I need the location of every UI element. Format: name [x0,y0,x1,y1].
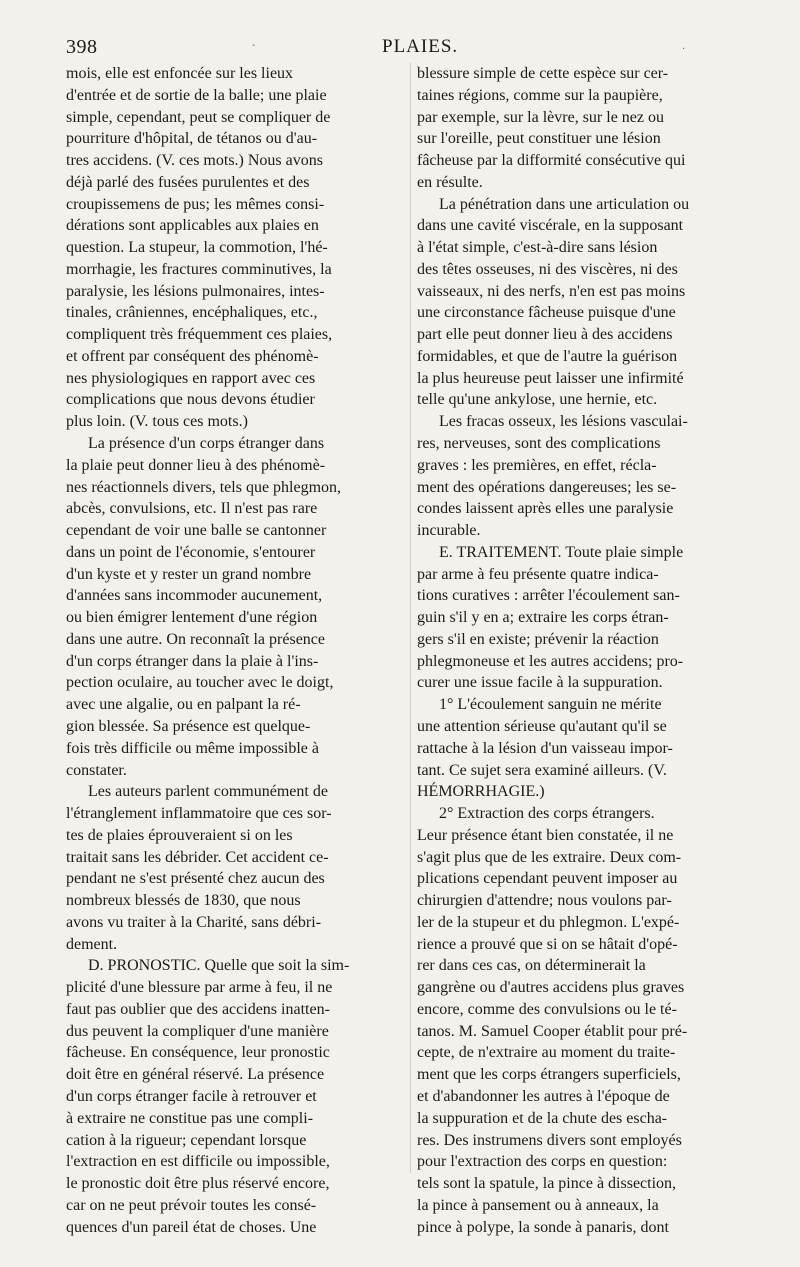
text-line: fâcheuse par la difformité consécutive qui [417,152,686,170]
text-line: d'un kyste et y rester un grand nombre [66,565,312,583]
text-line: dans un point de l'économie, s'entourer [66,543,316,561]
text-line: Leur présence étant bien constatée, il ne [417,826,674,844]
text-line: d'années sans incommoder aucunement, [66,587,323,605]
text-line: la suppuration et de la chute des escha- [417,1109,668,1127]
text-line: quences d'un pareil état de choses. Une [66,1218,317,1236]
text-line: ment que les corps étrangers superficiels, [417,1066,681,1084]
page-header [66,36,756,62]
text-line: dement. [66,935,118,953]
paragraph [66,955,405,1238]
text-line: blessure simple de cette espèce sur cer- [417,65,669,82]
paragraph [66,63,405,433]
text-line: dérations sont applicables aux plaies en [66,217,319,235]
text-line: 1° L'écoulement sanguin ne mérite [439,696,662,714]
text-line: fâcheuse. En conséquence, leur pronostic [66,1044,330,1062]
paragraph [66,433,405,781]
text-line: tinales, crâniennes, encéphaliques, etc., [66,304,318,322]
text-line: en résulte. [417,173,483,191]
text-line: nes physiologiques en rapport avec ces [66,369,316,387]
text-line: avec une algalie, ou en palpant la ré- [66,696,301,714]
text-line: d'un corps étranger dans la plaie à l'ins- [66,652,319,670]
text-line: pourriture d'hôpital, de tétanos ou d'au- [66,130,318,148]
text-line: à l'état simple, c'est-à-dire sans lésion [417,239,658,257]
text-line: plus loin. (V. tous ces mots.) [66,413,248,431]
text-line: curer une issue facile à la suppuration. [417,674,663,692]
paragraph [417,63,756,194]
text-line: rattache à la lésion d'un vaisseau impor- [417,739,673,757]
text-line: à extraire ne constitue pas une compli- [66,1109,314,1127]
text-line: chirurgien d'attendre; nous voulons par- [417,892,672,910]
text-line: des têtes osseuses, ni des viscères, ni des [417,260,678,278]
text-line: le pronostic doit être plus réservé encore, [66,1175,330,1193]
paragraph [417,194,756,412]
text-line: la plus heureuse peut laisser une infirmité [417,369,684,387]
text-line: dus peuvent la compliquer d'une manière [66,1022,329,1040]
text-line: pour l'extraction des corps en question: [417,1153,668,1171]
left-column [66,63,405,1238]
text-line: telle qu'une ankylose, une hernie, etc. [417,391,658,409]
text-line: vaisseaux, ni des nerfs, n'en est pas moins [417,282,686,300]
text-line: res, nerveuses, sont des complications [417,435,661,453]
text-line: la pince à pansement ou à anneaux, la [417,1196,659,1214]
text-line: Les fracas osseux, les lésions vasculai- [439,413,688,431]
text-line: Les auteurs parlent communément de [88,783,328,801]
text-line: tant. Ce sujet sera examiné ailleurs. (V. [417,761,667,779]
text-line: tes de plaies éprouveraient si on les [66,826,293,844]
text-line: ment des opérations dangereuses; les se- [417,478,677,496]
text-line: La présence d'un corps étranger dans [88,435,325,453]
text-line: ler de la stupeur et du phlegmon. L'expé- [417,913,680,931]
text-line: sur l'oreille, peut constituer une lésion [417,130,661,148]
text-line: par arme à feu présente quatre indica- [417,565,659,583]
text-line: abcès, convulsions, etc. Il n'est pas rare [66,500,318,518]
text-line: la plaie peut donner lieu à des phénomè- [66,456,326,474]
text-line: ou bien émigrer lentement d'une région [66,609,318,627]
text-line: guin s'il y en a; extraire les corps étran- [417,609,669,627]
text-line: l'extraction en est difficile ou impossible, [66,1153,330,1171]
text-line: déjà parlé des fusées purulentes et des [66,173,310,191]
text-line: question. La stupeur, la commotion, l'hé- [66,239,328,257]
paragraph [417,411,756,542]
text-line: tres accidens. (V. ces mots.) Nous avons [66,152,323,170]
text-line: pection oculaire, au toucher avec le doigt, [66,674,334,692]
text-line: tions curatives : arrêter l'écoulement san- [417,587,680,605]
text-line: faut pas oublier que des accidens inatten- [66,1000,330,1018]
text-line: constater. [66,761,127,779]
text-line: cependant de voir une balle se cantonner [66,522,327,540]
text-line: plicité d'une blessure par arme à feu, il ne [66,979,333,997]
text-line: une attention sérieuse qu'autant qu'il se [417,717,667,735]
text-line: mois, elle est enfoncée sur les lieux [66,65,294,82]
text-line: fois très difficile ou même impossible à [66,739,319,757]
text-line: nes réactionnels divers, tels que phlegmon, [66,478,342,496]
text-line: incurable. [417,522,481,540]
text-line: part elle peut donner lieu à des accidens [417,326,673,344]
paragraph [417,542,756,694]
text-line: 2° Extraction des corps étrangers. [439,805,655,823]
text-line: plications cependant peuvent imposer au [417,870,678,888]
text-line: rer dans ces cas, on déterminerait la [417,957,646,975]
text-line: pince à polype, la sonde à panaris, dont [417,1218,669,1236]
text-line: et d'abandonner les autres à l'époque de [417,1087,670,1105]
print-mark-right: · [682,44,686,55]
text-line: avons vu traiter à la Charité, sans débri- [66,913,322,931]
paragraph [66,781,405,955]
text-line: cation à la rigueur; cependant lorsque [66,1131,307,1149]
text-line: cepte, de n'extraire au moment du traite- [417,1044,676,1062]
text-line: l'étranglement inflammatoire que ces sor- [66,805,332,823]
text-line: E. TRAITEMENT. Toute plaie simple [439,543,684,561]
running-title: PLAIES. [382,36,459,57]
text-line: tanos. M. Samuel Cooper établit pour pré- [417,1022,688,1040]
right-column [417,63,756,1238]
text-line: tels sont la spatule, la pince à dissection, [417,1175,677,1193]
text-line: gers s'il en existe; prévenir la réaction [417,630,659,648]
text-line: morrhagie, les fractures comminutives, la [66,260,332,278]
text-line: D. PRONOSTIC. Quelle que soit la sim- [88,957,350,975]
text-line: doit être en général réservé. La présence [66,1066,325,1084]
text-line: complications que nous devons étudier [66,391,315,409]
text-line: pendant ne s'est présenté chez aucun des [66,870,325,888]
text-line: La pénétration dans une articulation ou [439,195,690,213]
text-line: paralysie, les lésions pulmonaires, intes- [66,282,325,300]
text-line: car on ne peut prévoir toutes les consé- [66,1196,317,1214]
text-line: dans une autre. On reconnaît la présence [66,630,325,648]
paragraph [417,694,756,803]
text-line: encore, comme des convulsions ou le té- [417,1000,677,1018]
print-mark-left: - [252,40,256,51]
text-line: une circonstance fâcheuse puisque d'une [417,304,676,322]
text-line: gion blessée. Sa présence est quelque- [66,717,311,735]
text-line: HÉMORRHAGIE.) [417,783,545,801]
text-line: gangrène ou d'autres accidens plus graves [417,979,685,997]
text-line: s'agit plus que de les extraire. Deux com- [417,848,682,866]
text-line: taines régions, comme sur la paupière, [417,86,663,104]
text-line: d'entrée et de sortie de la balle; une plaie [66,86,327,104]
text-line: par exemple, sur la lèvre, sur le nez ou [417,108,665,126]
text-columns [66,63,756,1236]
text-line: condes laissent après elles une paralysie [417,500,674,518]
text-line: croupissemens de pus; les mêmes consi- [66,195,325,213]
text-line: res. Des instrumens divers sont employés [417,1131,682,1149]
paragraph [417,803,756,1238]
text-line: et offrent par conséquent des phénomè- [66,347,319,365]
text-line: compliquent très fréquemment ces plaies, [66,326,333,344]
text-line: nombreux blessés de 1830, que nous [66,892,301,910]
text-line: formidables, et que de l'autre la guérison [417,347,678,365]
text-line: dans une cavité viscérale, en la supposant [417,217,684,235]
text-line: traitait sans les débrider. Cet accident ce- [66,848,329,866]
text-line: phlegmoneuse et les autres accidens; pro- [417,652,684,670]
column-divider [410,63,411,1173]
text-line: rience a prouvé que si on se hâtait d'opé- [417,935,678,953]
text-line: d'un corps étranger facile à retrouver et [66,1087,317,1105]
page-number: 398 [66,36,98,58]
text-line: graves : les premières, en effet, récla- [417,456,657,474]
text-line: simple, cependant, peut se compliquer de [66,108,331,126]
